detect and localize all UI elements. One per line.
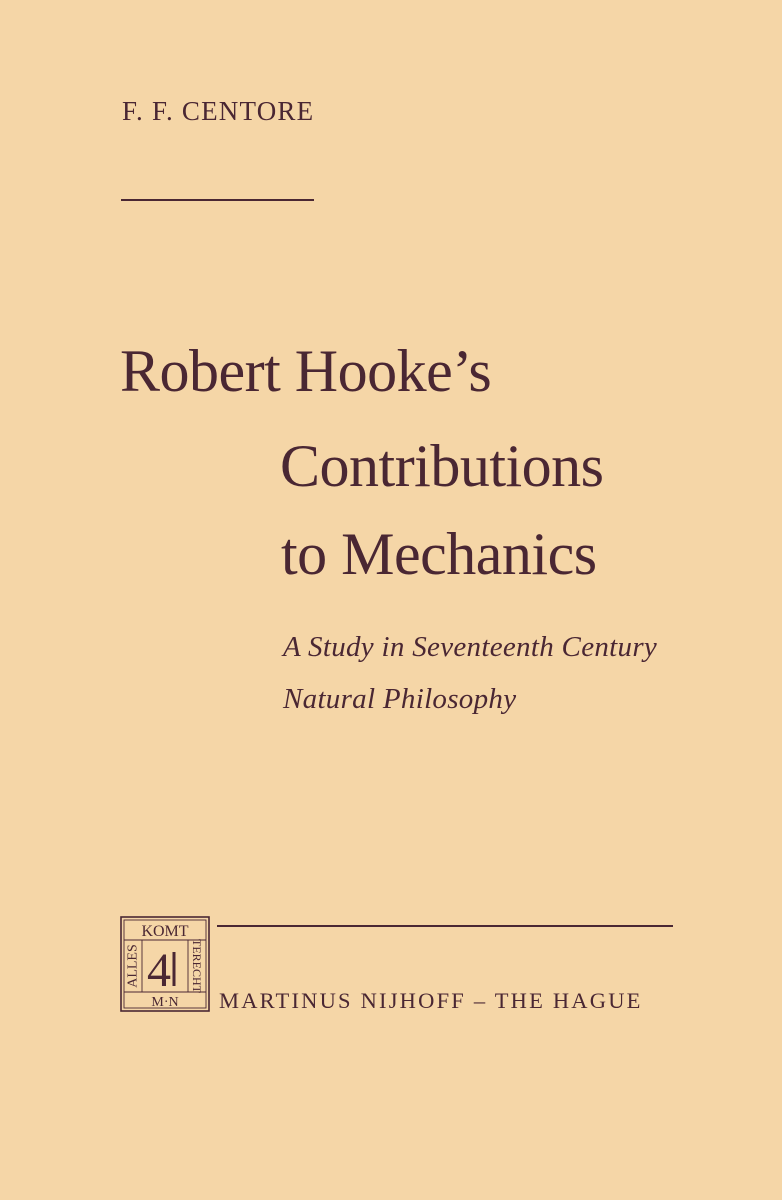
publisher-divider xyxy=(217,925,673,927)
publisher-logo xyxy=(120,916,210,1012)
book-title-line-3: to Mechanics xyxy=(281,521,597,587)
publisher-imprint: MARTINUS NIJHOFF – THE HAGUE xyxy=(219,988,643,1013)
book-title-line-2: Contributions xyxy=(280,433,604,499)
logo-bottom-text: M·N xyxy=(151,995,179,1010)
logo-left-text: ALLES xyxy=(125,944,141,988)
logo-right-text: TERECHT xyxy=(190,939,204,993)
book-title-line-1: Robert Hooke’s xyxy=(120,338,492,404)
author-name: F. F. CENTORE xyxy=(122,96,315,126)
subtitle-line-1: A Study in Seventeenth Century xyxy=(283,631,658,663)
logo-numeral: 4 xyxy=(147,944,171,997)
logo-top-text: KOMT xyxy=(141,923,189,940)
author-divider xyxy=(121,199,314,201)
subtitle-line-2: Natural Philosophy xyxy=(283,683,517,715)
